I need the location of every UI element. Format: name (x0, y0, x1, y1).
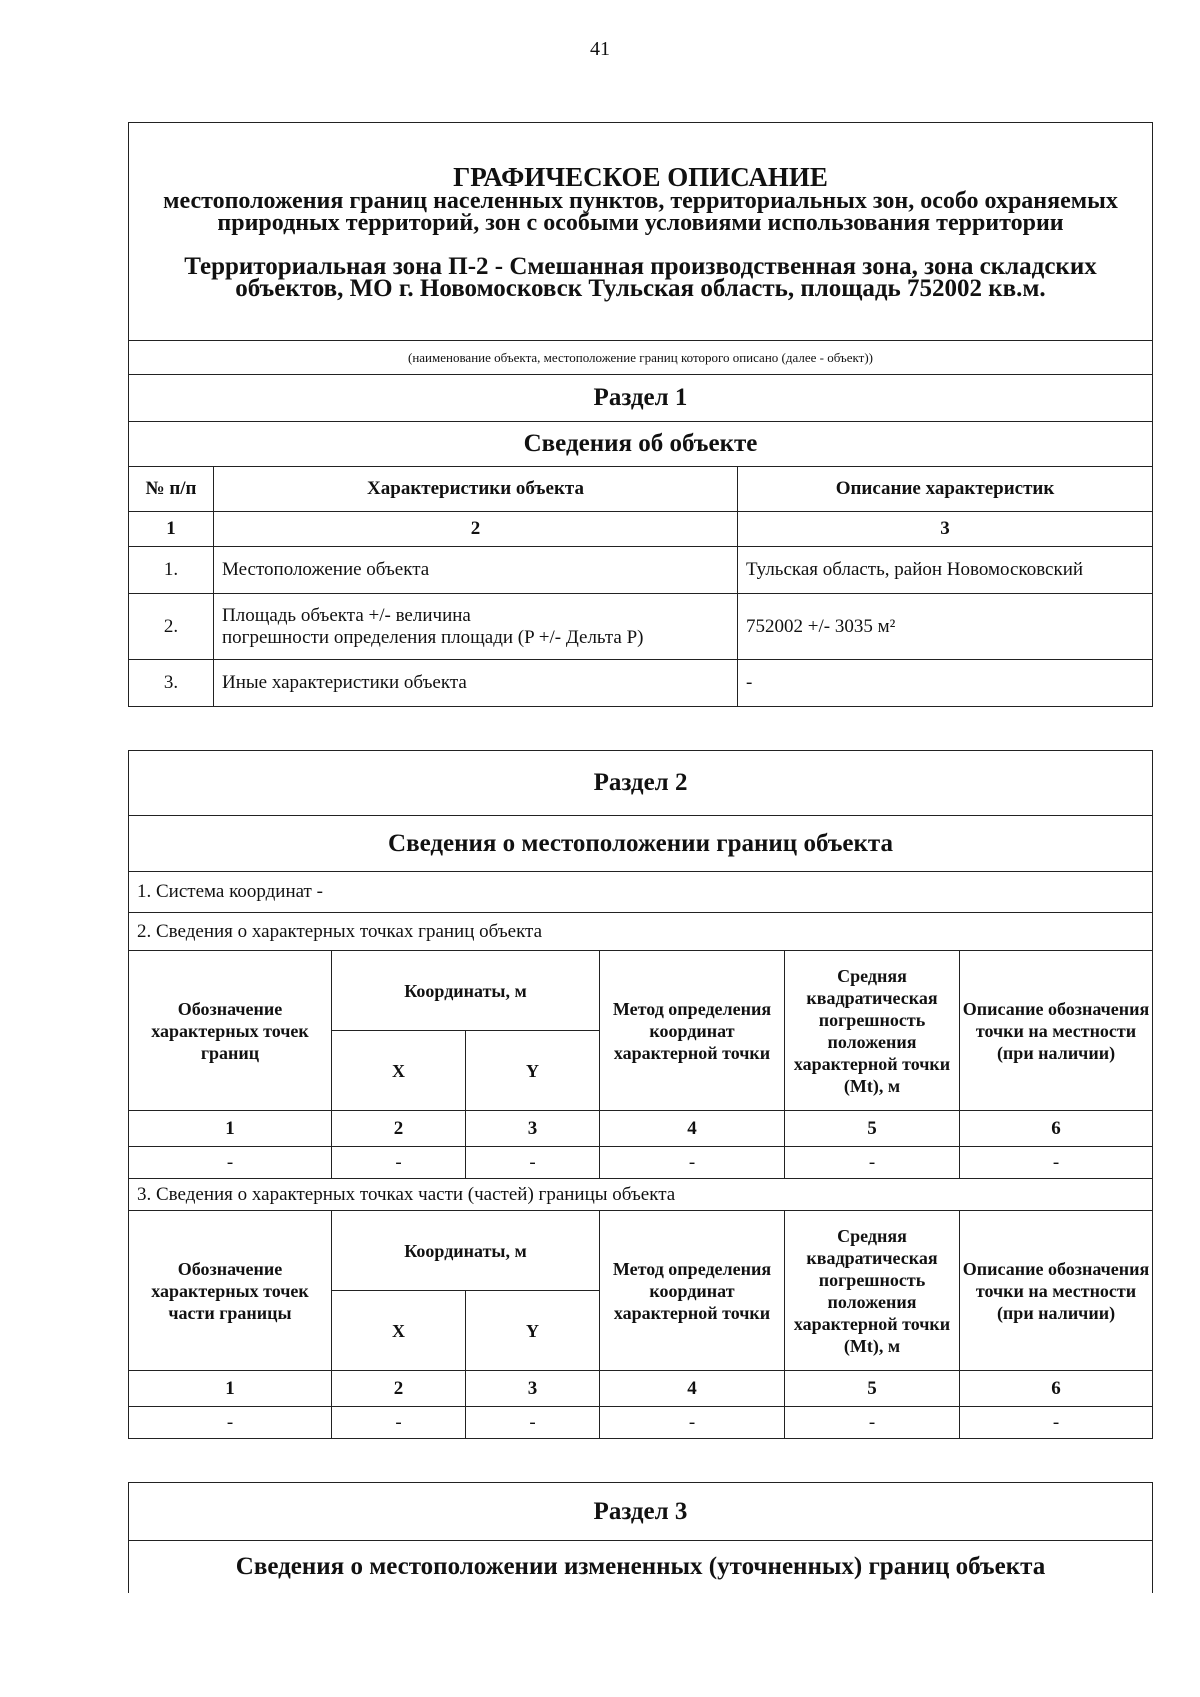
parts-title: 3. Сведения о характерных точках части (частей) границы объекта (129, 1179, 1153, 1211)
col-header-description: Описание характеристик (738, 467, 1153, 512)
coordinate-system: 1. Система координат - (129, 872, 1153, 913)
col-number: 3 (466, 1371, 600, 1407)
points-cell: - (600, 1147, 785, 1179)
coordinates-header: Координаты, м (332, 1211, 600, 1291)
coordinates-header: Координаты, м (332, 951, 600, 1031)
header-block (129, 123, 1153, 341)
parts-cell: - (332, 1407, 466, 1439)
table-row (129, 660, 1153, 707)
x-header: X (332, 1291, 466, 1371)
table-row (129, 547, 1153, 594)
col-number: 4 (600, 1371, 785, 1407)
row-characteristic: Иные характеристики объекта (214, 660, 738, 707)
col-number: 1 (129, 1111, 332, 1147)
section2-table (128, 750, 1153, 1439)
parts-designation-header: Обозначение характерных точек части границы (129, 1211, 332, 1371)
error-header: Средняя квадратическая погрешность положения характерной точки (Mt), м (785, 951, 960, 1111)
points-title: 2. Сведения о характерных точках границ объекта (129, 913, 1153, 951)
method-header: Метод определения координат характерной точки (600, 1211, 785, 1371)
y-header: Y (466, 1291, 600, 1371)
method-header: Метод определения координат характерной точки (600, 951, 785, 1111)
parts-cell: - (129, 1407, 332, 1439)
section3-table (128, 1482, 1153, 1593)
col-number: 1 (129, 512, 214, 547)
section1-title: Раздел 1 (129, 375, 1153, 422)
page-number: 41 (590, 38, 610, 60)
row-description: - (738, 660, 1153, 707)
description-header: Описание обозначения точки на местности (при наличии) (960, 1211, 1153, 1371)
col-number: 2 (332, 1371, 466, 1407)
object-caption: (наименование объекта, местоположение границ которого описано (далее - объект)) (129, 341, 1153, 375)
section1-subtitle: Сведения об объекте (129, 422, 1153, 467)
table-row (129, 594, 1153, 660)
col-number: 3 (738, 512, 1153, 547)
row-number: 2. (129, 594, 214, 660)
parts-cell: - (600, 1407, 785, 1439)
parts-cell: - (785, 1407, 960, 1439)
row-number: 3. (129, 660, 214, 707)
col-number: 6 (960, 1111, 1153, 1147)
description-header: Описание обозначения точки на местности (при наличии) (960, 951, 1153, 1111)
col-number: 5 (785, 1111, 960, 1147)
col-number: 4 (600, 1111, 785, 1147)
table-row (129, 1407, 1153, 1439)
col-number: 2 (214, 512, 738, 547)
parts-cell: - (466, 1407, 600, 1439)
points-cell: - (466, 1147, 600, 1179)
row-characteristic-line1: Площадь объекта +/- величина (222, 604, 471, 626)
object-name: Территориальная зона П-2 - Смешанная производственная зона, зона складских объектов, МО г. Новомосковск Тульская область, площадь 752002 кв.м. (184, 252, 1097, 302)
points-designation-header: Обозначение характерных точек границ (129, 951, 332, 1111)
row-characteristic: Местоположение объекта (214, 547, 738, 594)
points-cell: - (960, 1147, 1153, 1179)
table-row (129, 1147, 1153, 1179)
section3-title: Раздел 3 (129, 1483, 1153, 1541)
section2-title: Раздел 2 (129, 751, 1153, 816)
error-header: Средняя квадратическая погрешность положения характерной точки (Mt), м (785, 1211, 960, 1371)
section2-subtitle: Сведения о местоположении границ объекта (129, 816, 1153, 872)
row-number: 1. (129, 547, 214, 594)
points-cell: - (129, 1147, 332, 1179)
x-header: X (332, 1031, 466, 1111)
col-number: 1 (129, 1371, 332, 1407)
points-cell: - (785, 1147, 960, 1179)
row-description: 752002 +/- 3035 м² (738, 594, 1153, 660)
document-title: ГРАФИЧЕСКОЕ ОПИСАНИЕ (453, 161, 828, 192)
col-number: 5 (785, 1371, 960, 1407)
row-description: Тульская область, район Новомосковский (738, 547, 1153, 594)
document-subtitle: местоположения границ населенных пунктов, территориальных зон, особо охраняемых природных территорий, зон с особыми условиями использования территории (163, 187, 1118, 236)
col-header-characteristic: Характеристики объекта (214, 467, 738, 512)
y-header: Y (466, 1031, 600, 1111)
col-number: 3 (466, 1111, 600, 1147)
col-number: 2 (332, 1111, 466, 1147)
row-characteristic (214, 594, 738, 660)
section3-subtitle: Сведения о местоположении измененных (уточненных) границ объекта (129, 1541, 1153, 1593)
parts-cell: - (960, 1407, 1153, 1439)
row-characteristic-line2: погрешности определения площади (P +/- Дельта P) (222, 626, 644, 648)
section1-table (128, 122, 1153, 707)
col-header-number: № п/п (129, 467, 214, 512)
col-number: 6 (960, 1371, 1153, 1407)
points-cell: - (332, 1147, 466, 1179)
